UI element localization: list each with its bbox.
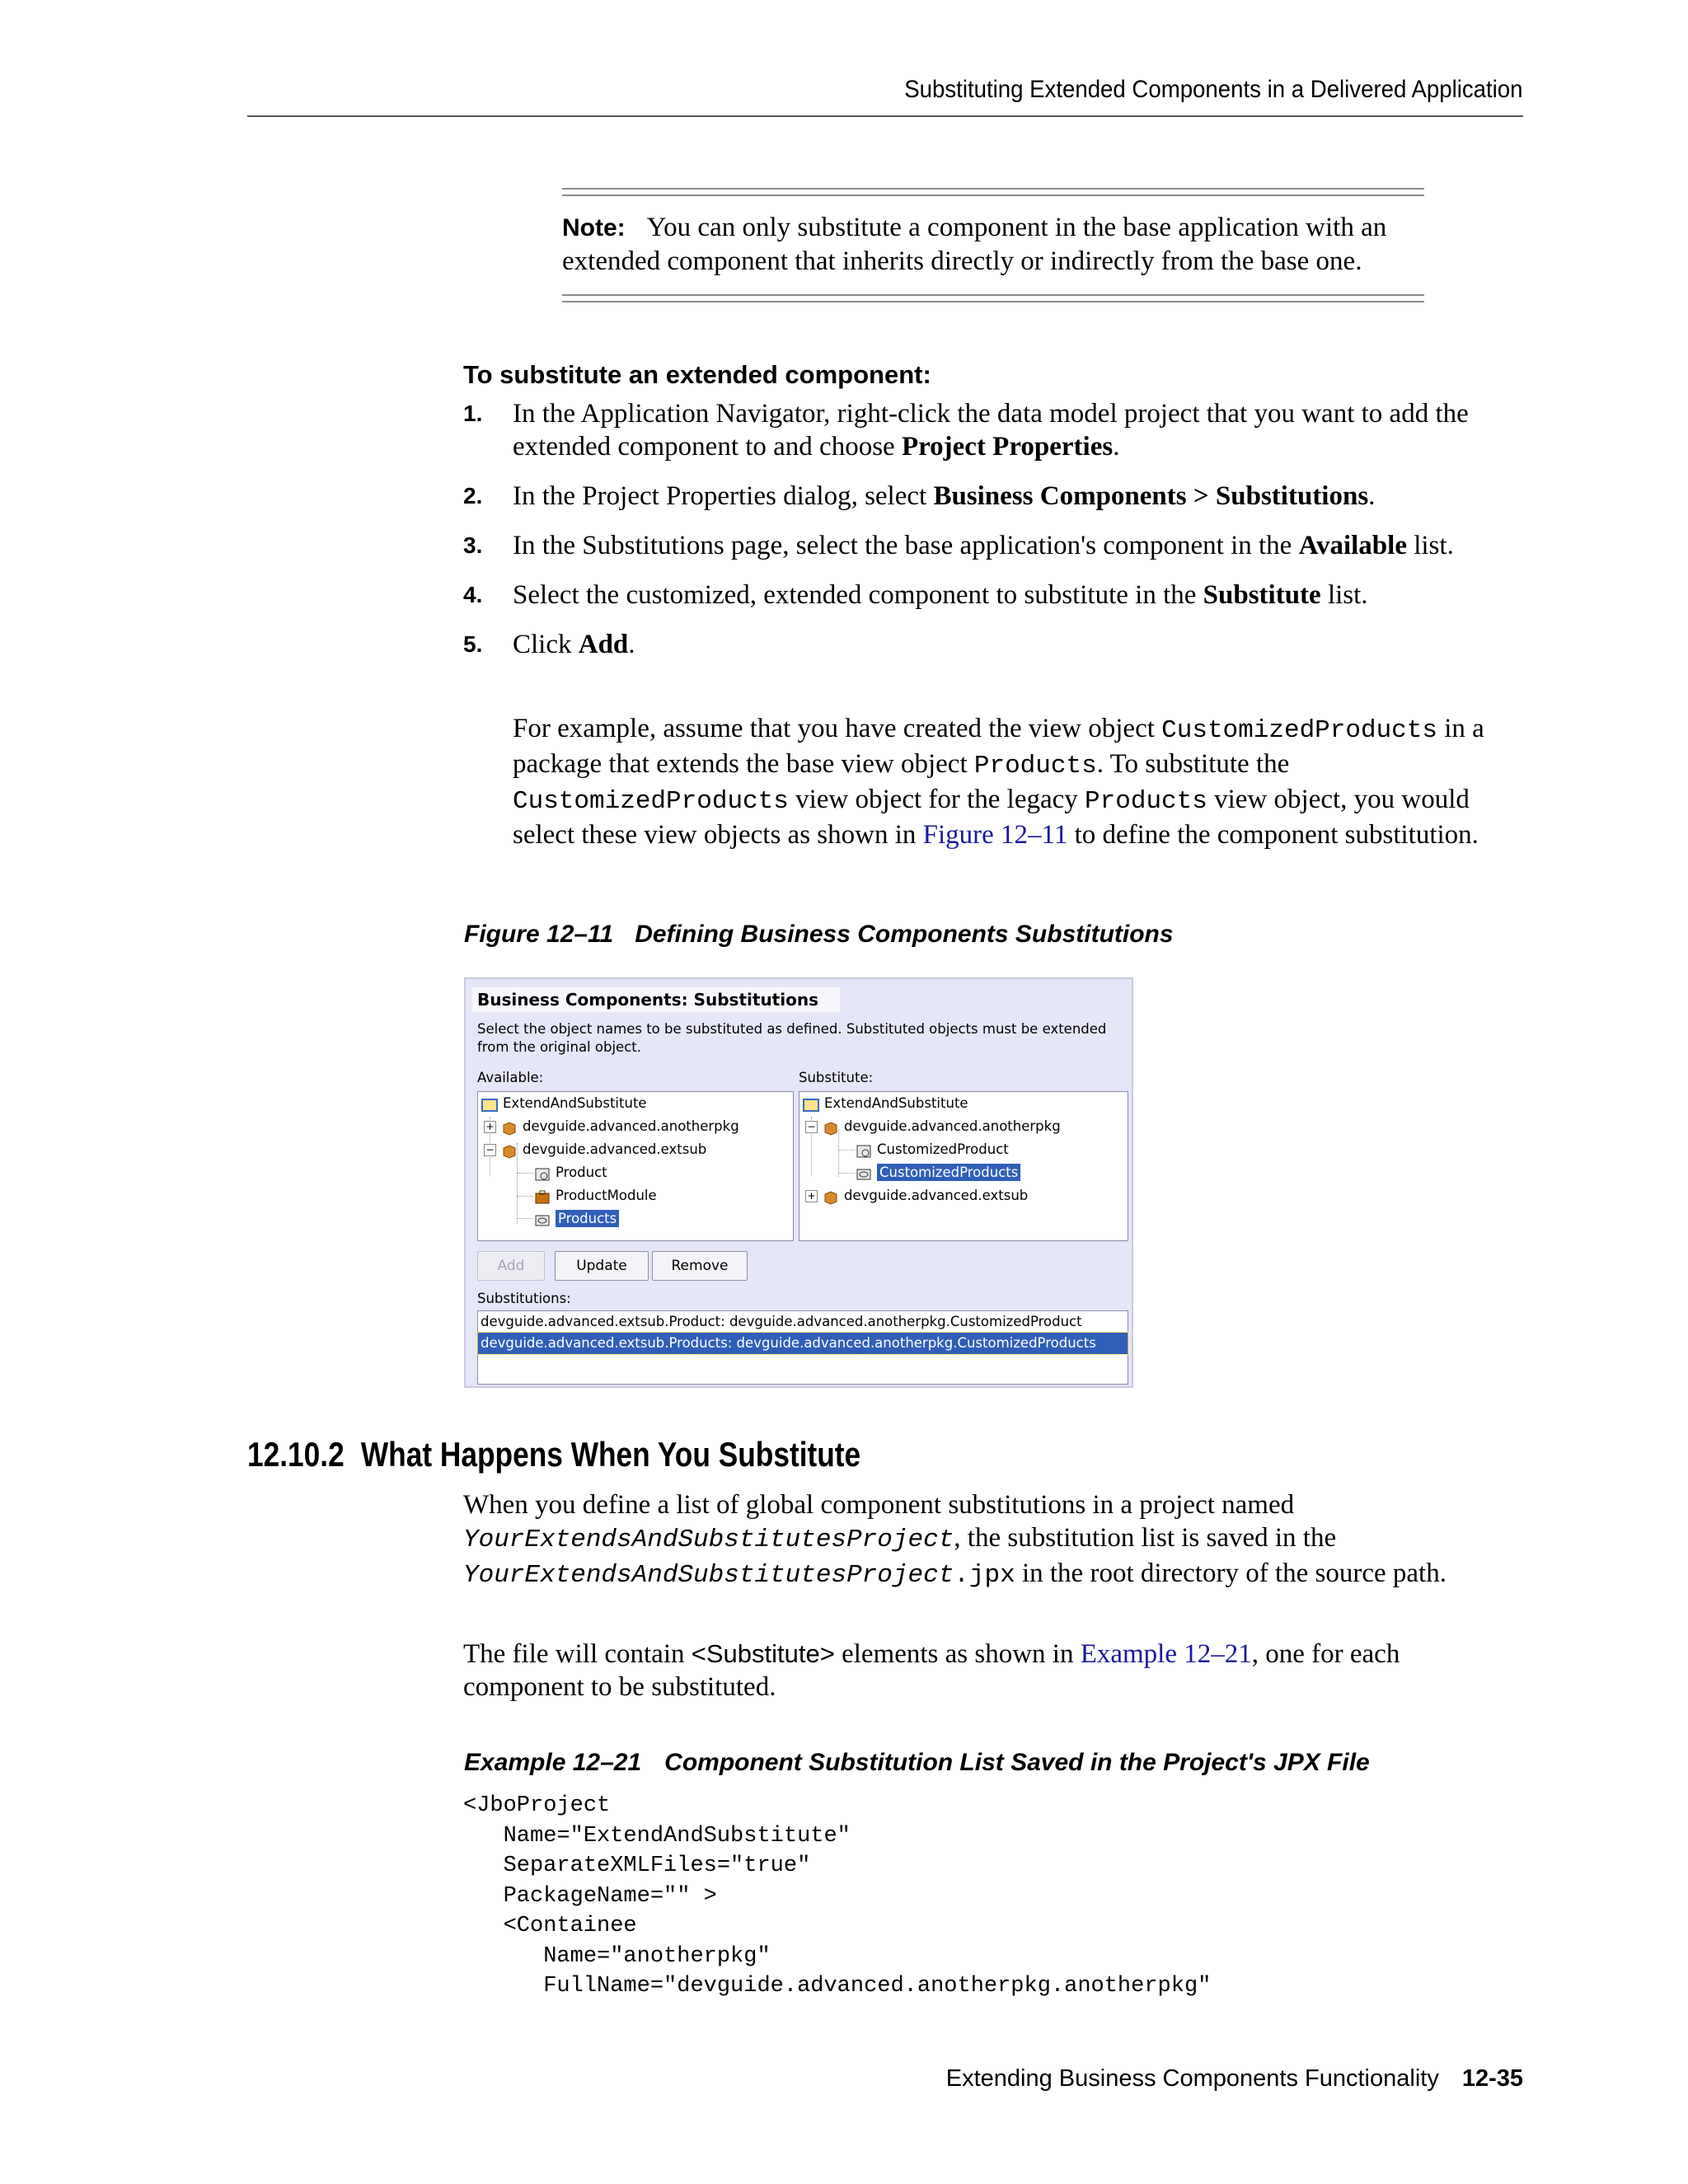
tree-node-label: ExtendAndSubstitute xyxy=(824,1095,968,1111)
add-button[interactable]: Add xyxy=(477,1251,545,1281)
step-ui-term: Project Properties xyxy=(901,432,1114,462)
tree-node-entity[interactable] xyxy=(856,1138,1009,1161)
text-run: The file will contain xyxy=(463,1639,692,1669)
tree-node-entity[interactable] xyxy=(534,1161,607,1184)
section-title: What Happens When You Substitute xyxy=(360,1435,861,1474)
tree-node-label-selected: CustomizedProducts xyxy=(877,1164,1020,1181)
dialog-title: Business Components: Substitutions xyxy=(472,987,840,1012)
step-number: 1. xyxy=(463,401,483,426)
text-run: elements as shown in xyxy=(834,1639,1081,1669)
substitution-row[interactable]: devguide.advanced.extsub.Product: devguide.advanced.anotherpkg.CustomizedProduct xyxy=(481,1314,1082,1329)
code-term: Products xyxy=(973,752,1097,780)
note-box xyxy=(562,188,1424,302)
step-4 xyxy=(463,579,1526,612)
step-number: 3. xyxy=(463,532,483,558)
expand-icon[interactable]: + xyxy=(484,1121,496,1133)
entity-object-icon xyxy=(534,1166,551,1181)
text-run: in a package that extends the base view object xyxy=(513,714,1484,779)
tree-node-label: ProductModule xyxy=(556,1188,657,1203)
tree-node-label: ExtendAndSubstitute xyxy=(503,1095,647,1111)
step-ui-term: Substitute xyxy=(1203,580,1321,610)
step-text: In the Project Properties dialog, select xyxy=(513,481,934,511)
example-title: Component Substitution List Saved in the Project's JPX File xyxy=(664,1749,1370,1776)
note-top-rule xyxy=(562,188,1424,196)
expand-icon[interactable]: + xyxy=(805,1190,818,1202)
step-text: list. xyxy=(1320,580,1368,610)
step-number: 4. xyxy=(463,582,483,607)
available-label: Available: xyxy=(477,1070,544,1085)
code-example: <JboProject Name="ExtendAndSubstitute" SeparateXMLFiles="true" PackageName="" > <Containee Name="anotherpkg" FullName="devguide.advanced.anotherpkg.anotherpkg" xyxy=(463,1793,1212,1999)
tree-node-package[interactable] xyxy=(823,1184,1028,1207)
step-text: In the Application Navigator, right-click the data model project that you want to add the extended component to and choose xyxy=(513,399,1469,462)
code-term: YourExtendsAndSubstitutesProject xyxy=(463,1561,954,1590)
note-bottom-rule xyxy=(562,294,1424,302)
figure-title: Defining Business Components Substitutions xyxy=(635,921,1174,948)
tree-node-label: devguide.advanced.anotherpkg xyxy=(523,1118,739,1134)
substitutions-label: Substitutions: xyxy=(477,1291,571,1306)
tree-node-package[interactable] xyxy=(501,1138,706,1161)
text-run: When you define a list of global component substitutions in a project named xyxy=(463,1490,1295,1520)
step-text: . xyxy=(1113,432,1120,462)
section-number: 12.10.2 xyxy=(247,1435,345,1474)
tree-node-package[interactable] xyxy=(823,1115,1061,1138)
text-run: , the substitution list is saved in the xyxy=(954,1523,1337,1553)
step-number: 5. xyxy=(463,631,483,657)
tree-node-package[interactable] xyxy=(501,1115,739,1138)
entity-object-icon xyxy=(856,1143,872,1158)
tree-node-label: devguide.advanced.extsub xyxy=(523,1141,707,1157)
tree-node-module[interactable] xyxy=(534,1184,657,1207)
step-text: . xyxy=(628,630,635,659)
text-run: view object, you would select these view objects as shown in xyxy=(513,785,1470,850)
step-example-paragraph xyxy=(513,712,1526,851)
step-text: list. xyxy=(1406,531,1454,560)
dialog-description: Select the object names to be substituted as defined. Substituted objects must be extended from the original object. xyxy=(477,1021,1107,1055)
tree-node-project[interactable] xyxy=(481,1092,647,1115)
note-text xyxy=(562,196,1424,294)
text-run: . To substitute the xyxy=(1096,749,1290,779)
example-number: Example 12–21 xyxy=(464,1749,642,1776)
text-run: in the root directory of the source path. xyxy=(1015,1558,1447,1588)
step-ui-term: Available xyxy=(1298,531,1407,560)
step-2 xyxy=(463,480,1526,513)
application-module-icon xyxy=(534,1189,551,1204)
tree-node-label: devguide.advanced.anotherpkg xyxy=(844,1118,1061,1134)
figure-caption xyxy=(464,921,1174,949)
tree-node-view-object[interactable] xyxy=(856,1161,1020,1184)
view-object-icon xyxy=(534,1212,551,1227)
view-object-icon xyxy=(856,1166,872,1181)
header-rule xyxy=(247,115,1523,117)
step-text: . xyxy=(1368,481,1376,511)
tree-node-label: Product xyxy=(556,1165,607,1180)
available-tree[interactable] xyxy=(477,1091,794,1241)
text-run: For example, assume that you have created the view object xyxy=(513,714,1162,743)
step-text: In the Substitutions page, select the base application's component in the xyxy=(513,531,1299,560)
note-label: Note: xyxy=(562,214,626,241)
package-icon xyxy=(501,1143,518,1158)
substitute-label: Substitute: xyxy=(799,1070,874,1085)
package-icon xyxy=(823,1120,839,1135)
footer-chapter: Extending Business Components Functionality xyxy=(945,2065,1439,2092)
tree-node-label-selected: Products xyxy=(556,1210,619,1227)
substitutions-list[interactable] xyxy=(477,1310,1128,1385)
note-body: You can only substitute a component in the base application with an extended component that inherits directly or indirectly from the base one. xyxy=(562,213,1387,276)
code-term: YourExtendsAndSubstitutesProject xyxy=(463,1526,954,1554)
step-3 xyxy=(463,529,1526,562)
tree-node-view-object[interactable] xyxy=(534,1207,619,1230)
step-ui-term: Add xyxy=(578,630,629,659)
figure-number: Figure 12–11 xyxy=(464,921,614,948)
tree-node-project[interactable] xyxy=(803,1092,968,1115)
package-icon xyxy=(501,1120,518,1135)
running-header: Substituting Extended Components in a Delivered Application xyxy=(904,76,1523,103)
code-term: Products xyxy=(1085,787,1207,816)
section-heading xyxy=(247,1435,860,1474)
tree-node-label: CustomizedProduct xyxy=(877,1141,1009,1157)
text-run: to define the component substitution. xyxy=(1067,820,1479,850)
step-number: 2. xyxy=(463,483,483,509)
example-caption xyxy=(464,1749,1370,1777)
step-5 xyxy=(463,628,1526,661)
element-tag: <Substitute> xyxy=(691,1639,835,1668)
figure-link[interactable]: Figure 12–11 xyxy=(922,820,1068,850)
collapse-icon[interactable]: − xyxy=(805,1121,818,1133)
step-text: Select the customized, extended component to substitute in the xyxy=(513,580,1203,610)
section-paragraph-1 xyxy=(463,1488,1526,1592)
text-run: , one for each component to be substituted. xyxy=(463,1639,1400,1702)
substitution-row-selected[interactable]: devguide.advanced.extsub.Products: devguide.advanced.anotherpkg.CustomizedProducts xyxy=(478,1333,1128,1354)
folder-icon xyxy=(803,1097,819,1112)
package-icon xyxy=(823,1189,839,1204)
step-ui-term: Business Components > Substitutions xyxy=(933,481,1369,511)
tree-node-label: devguide.advanced.extsub xyxy=(844,1188,1029,1203)
section-paragraph-2 xyxy=(463,1638,1526,1704)
procedure-steps xyxy=(463,397,1526,677)
page-number: 12-35 xyxy=(1461,2065,1523,2092)
code-term: .jpx xyxy=(954,1561,1015,1590)
page-footer xyxy=(946,2065,1523,2093)
step-text: Click xyxy=(513,630,579,659)
example-link[interactable]: Example 12–21 xyxy=(1080,1639,1252,1669)
step-1 xyxy=(463,397,1526,463)
collapse-icon[interactable]: − xyxy=(484,1144,496,1156)
folder-icon xyxy=(481,1097,498,1112)
procedure-title: To substitute an extended component: xyxy=(463,360,931,389)
text-run: view object for the legacy xyxy=(788,785,1085,814)
code-term: CustomizedProducts xyxy=(513,787,789,816)
remove-button[interactable]: Remove xyxy=(652,1251,748,1281)
substitutions-dialog xyxy=(464,977,1133,1388)
update-button[interactable]: Update xyxy=(555,1251,649,1281)
substitute-tree[interactable] xyxy=(799,1091,1128,1241)
code-term: CustomizedProducts xyxy=(1161,716,1437,745)
